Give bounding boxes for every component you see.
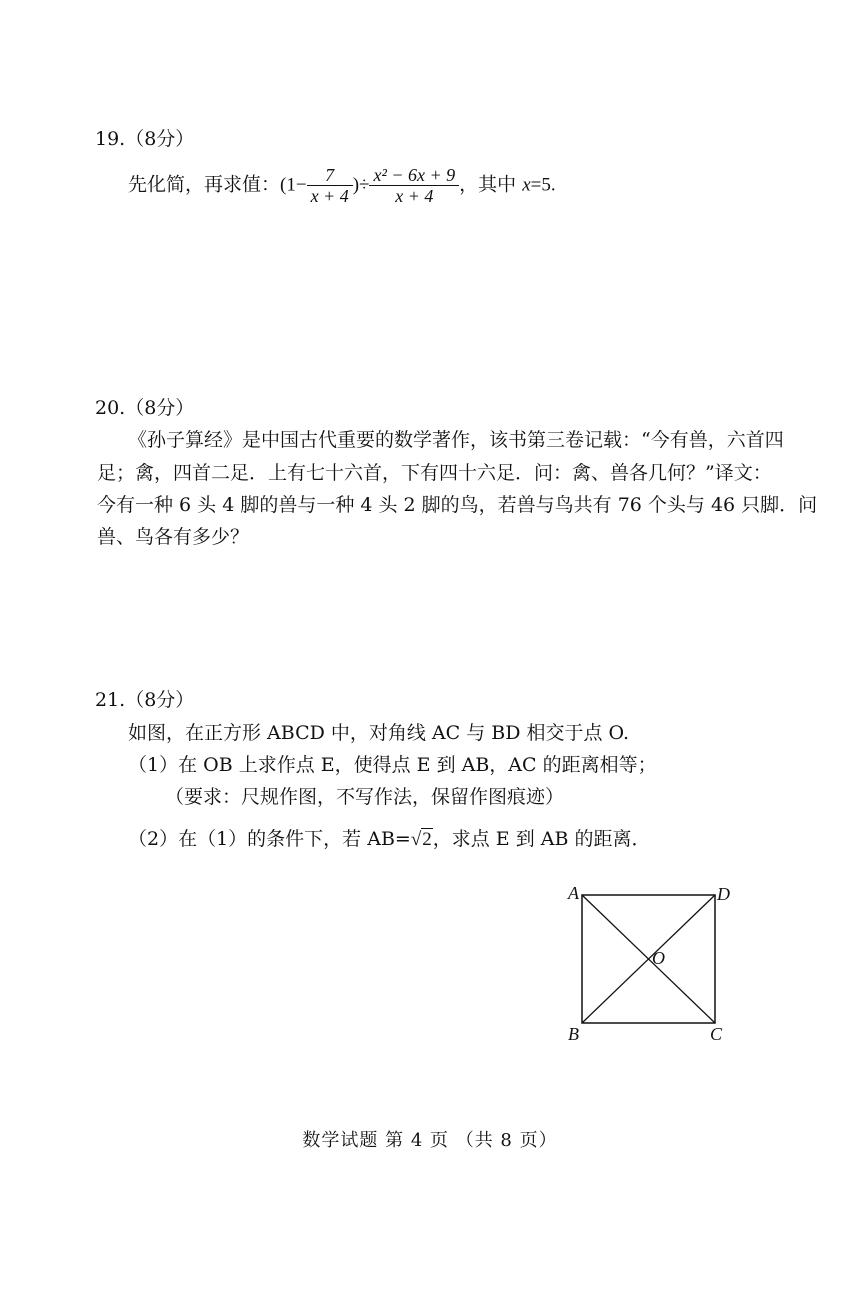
tail-variable: x — [522, 174, 531, 196]
question-20-line-1: 《孙子算经》是中国古代重要的数学著作，该书第三卷记载：“今有兽，六首四 — [128, 429, 784, 451]
question-21-part-2 — [128, 824, 650, 851]
page-footer: 数学试题 第 4 页 （共 8 页） — [302, 1130, 558, 1151]
question-21-line-1: 如图，在正方形 ABCD 中，对角线 AC 与 BD 相交于点 O. — [128, 722, 630, 744]
question-20-line-4: 兽、鸟各有多少？ — [97, 526, 250, 548]
question-21-part-1: （1）在 OB 上求作点 E，使得点 E 到 AB，AC 的距离相等； — [128, 754, 657, 776]
part-2-suffix: ，求点 E 到 AB 的距离． — [432, 828, 651, 850]
label-d: D — [717, 884, 730, 904]
question-20-line-3: 今有一种 6 头 4 脚的兽与一种 4 头 2 脚的鸟，若兽与鸟共有 76 个头与 46 只脚．问 — [97, 494, 818, 516]
question-19-header: 19.（8分） — [95, 128, 195, 150]
label-a: A — [568, 883, 579, 903]
sqrt-radicand: 2 — [422, 829, 432, 850]
expr-open: (1− — [280, 174, 307, 196]
square-figure — [560, 880, 740, 1050]
fraction-2-numerator: x² − 6x + 9 — [373, 165, 456, 185]
label-b: B — [568, 1024, 579, 1044]
label-o: O — [652, 948, 665, 968]
fraction-2-denominator: x + 4 — [369, 185, 459, 206]
fraction-1-numerator: 7 — [325, 165, 335, 185]
fraction-1-denominator: x + 4 — [307, 185, 353, 206]
question-20-header: 20.（8分） — [95, 397, 195, 419]
question-20-line-2: 足；禽，四首二足．上有七十六首，下有四十六足．问：禽、兽各几何？”译文： — [97, 462, 772, 484]
sqrt-expression: √2 — [410, 829, 432, 850]
expr-close-divide: )÷ — [352, 174, 370, 196]
tail-value: =5. — [530, 174, 556, 196]
question-21-header: 21.（8分） — [95, 689, 195, 711]
fraction-1 — [307, 165, 353, 206]
label-c: C — [710, 1024, 723, 1044]
question-21-requirement: （要求：尺规作图，不写作法，保留作图痕迹） — [165, 786, 565, 808]
fraction-2 — [369, 165, 459, 206]
prompt-intro: 先化简，再求值： — [128, 173, 281, 196]
tail-prefix: ，其中 — [459, 173, 523, 196]
question-19-prompt — [128, 165, 556, 206]
part-2-prefix: （2）在（1）的条件下，若 AB= — [128, 828, 411, 850]
